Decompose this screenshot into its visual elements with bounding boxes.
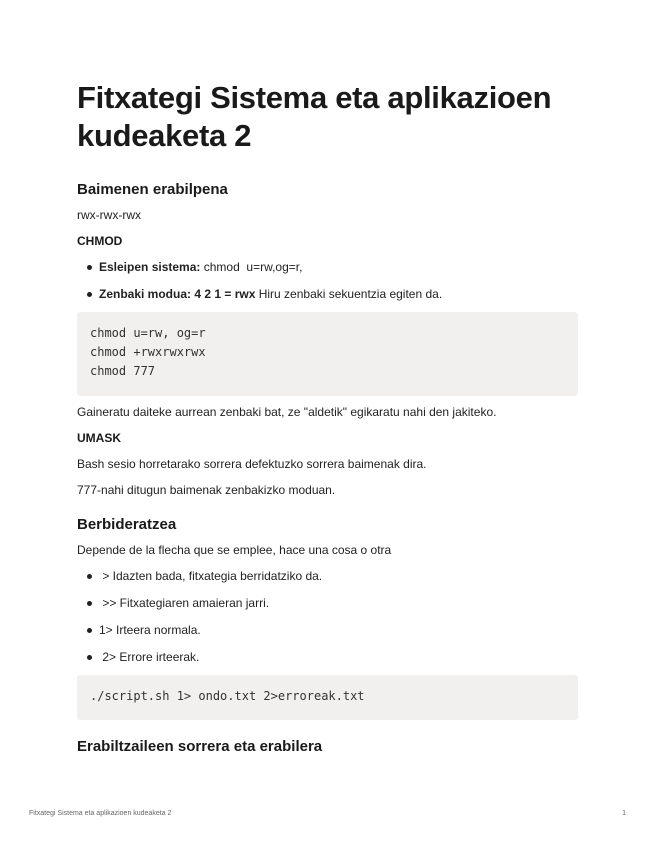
footer-page-number: 1	[622, 810, 626, 817]
bullet-text: chmod u=rw,og=r,	[200, 260, 303, 274]
page-title: Fitxategi Sistema eta aplikazioen kudeaketa 2	[77, 80, 552, 153]
section-heading-berbideratzea: Berbideratzea	[77, 516, 177, 533]
footer-title: Fitxategi Sistema eta aplikazioen kudeaketa 2	[29, 810, 172, 817]
code-block-redirect	[77, 675, 578, 720]
berbideratzea-intro: Depende de la flecha que se emplee, hace una cosa o otra	[77, 543, 392, 557]
bullet-label: Esleipen sistema:	[99, 260, 201, 274]
after-code-paragraph: Gaineratu daiteke aurrean zenbaki bat, ze "aldetik" egikaratu nahi den jakiteko.	[77, 405, 497, 419]
umask-heading: UMASK	[77, 431, 121, 445]
section-heading-erabiltzaileak: Erabiltzaileen sorrera eta erabilera	[77, 738, 323, 755]
list-item: 1> Irteera normala.	[77, 623, 578, 638]
bullet-label: Zenbaki modua: 4 2 1 = rwx	[99, 287, 256, 301]
chmod-heading: CHMOD	[77, 234, 123, 248]
bullet-text: Hiru zenbaki sekuentzia egiten da.	[255, 287, 443, 301]
umask-paragraph-2: 777-nahi ditugun baimenak zenbakizko moduan.	[77, 483, 336, 497]
permission-pattern: rwx-rwx-rwx	[77, 208, 141, 222]
list-item	[77, 287, 578, 302]
redirect-bullet-list	[77, 569, 578, 665]
code-line: chmod u=rw, og=r	[90, 326, 206, 340]
code-line: chmod +rwxrwxrwx	[90, 345, 206, 359]
list-item: 2> Errore irteerak.	[77, 650, 578, 665]
code-block-chmod	[77, 312, 578, 396]
list-item: > Idazten bada, fitxategia berridatziko da.	[77, 569, 578, 584]
code-line: chmod 777	[90, 364, 156, 378]
list-item: >> Fitxategiaren amaieran jarri.	[77, 596, 578, 611]
chmod-bullet-list	[77, 260, 578, 302]
code-line: ./script.sh 1> ondo.txt 2>erroreak.txt	[90, 689, 365, 703]
list-item	[77, 260, 578, 275]
section-heading-baimenak: Baimenen erabilpena	[77, 181, 228, 198]
umask-paragraph-1: Bash sesio horretarako sorrera defektuzko sorrera baimenak dira.	[77, 457, 427, 471]
